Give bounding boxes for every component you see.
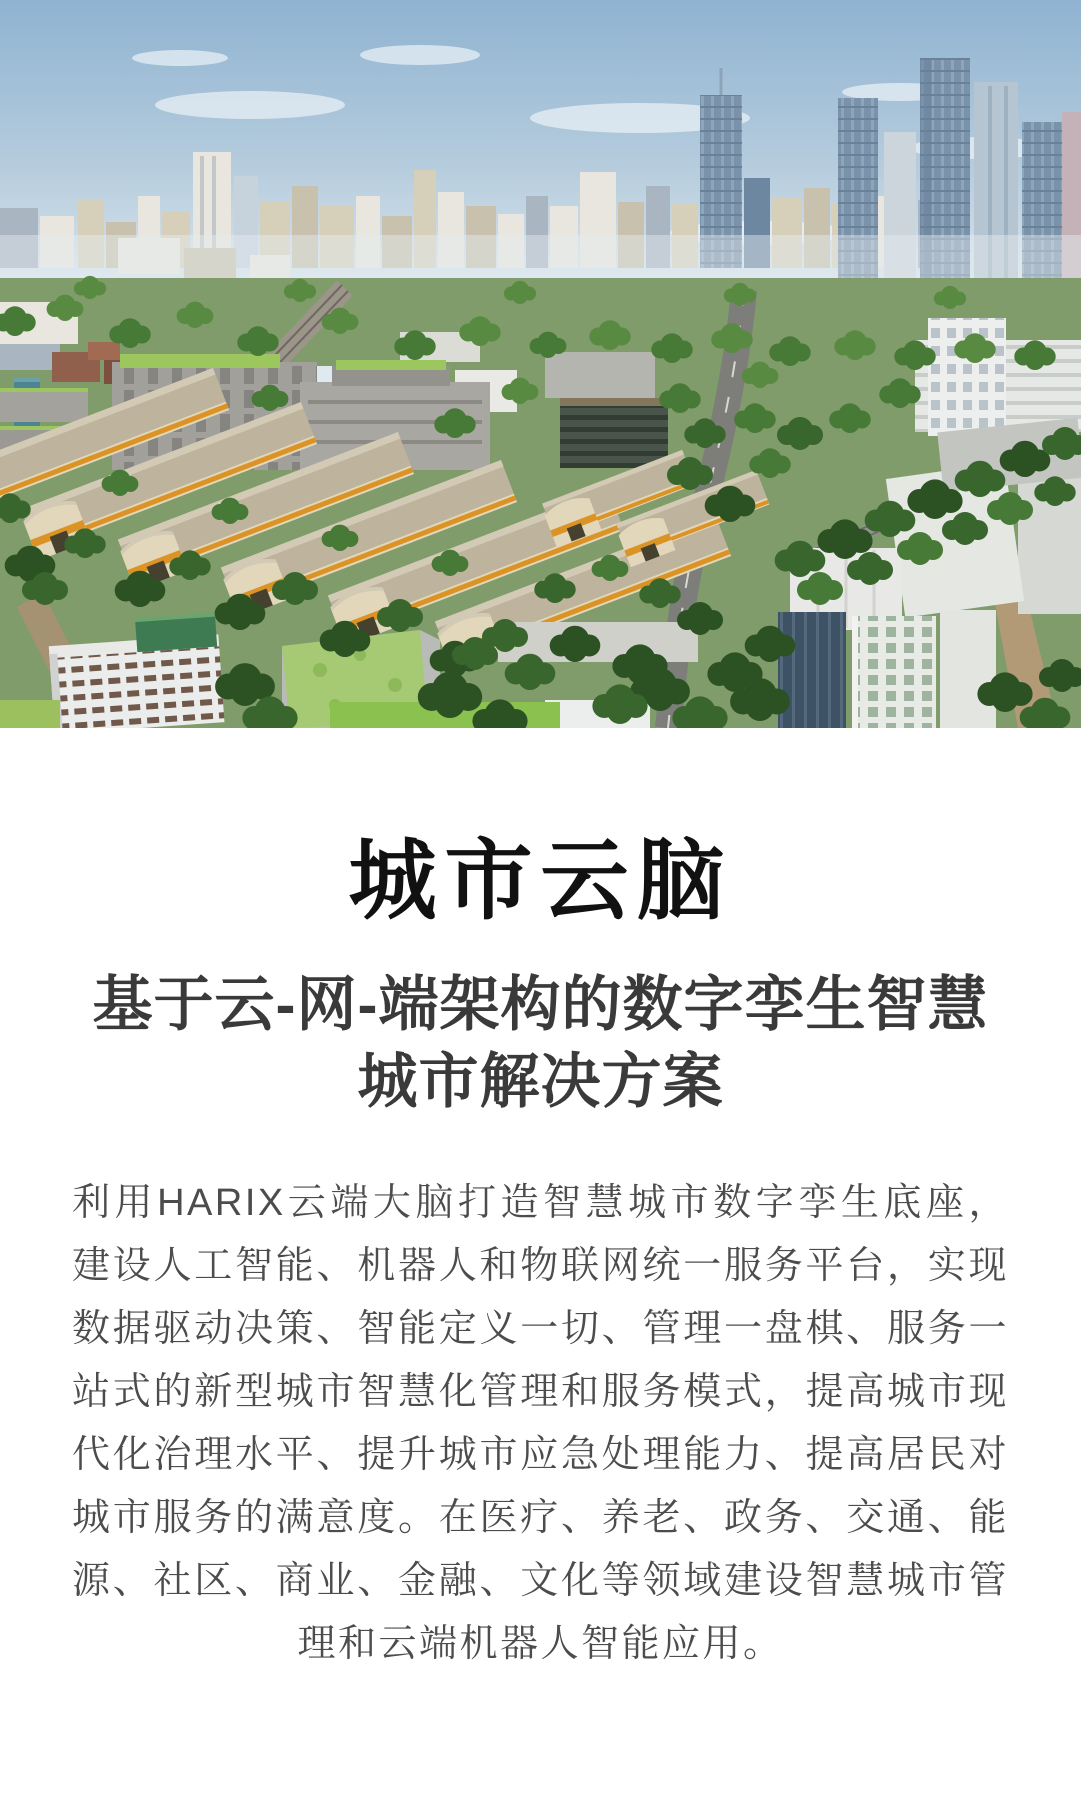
page-subtitle	[40, 966, 1041, 1120]
hero-image	[0, 0, 1081, 728]
dark-glass-building	[545, 352, 668, 468]
page-title: 城市云脑	[348, 831, 733, 930]
subtitle-line-2: 城市解决方案	[357, 1047, 724, 1115]
description-paragraph: 利用HARIX云端大脑打造智慧城市数字孪生底座，建设人工智能、机器人和物联网统一服务平台，实现数据驱动决策、智能定义一切、管理一盘棋、服务一站式的新型城市智慧化管理和服务模式，提高城市现代化治理水平、提升城市应急处理能力、提高居民对城市服务的满意度。在医疗、养老、政务、交通、能源、社区、商业、金融、文化等领域建设智慧城市管理和云端机器人智能应用。	[72, 1181, 1009, 1665]
subtitle-line-1: 基于云-网-端架构的数字孪生智慧	[92, 970, 989, 1038]
